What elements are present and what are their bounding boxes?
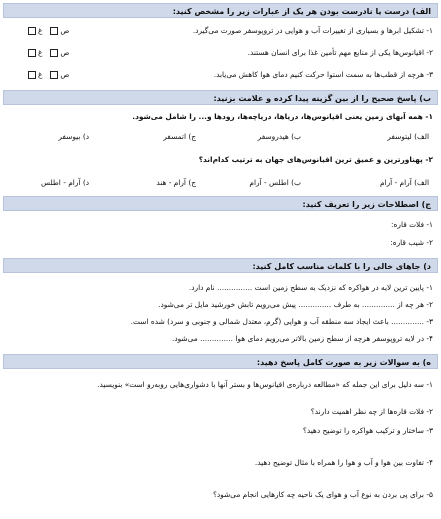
section-e-item-1: ۱- سه دلیل برای این جمله که «مطالعه درباره‌ی اقیانوس‌ها و بستر آنها با دشواری‌هایی روبه‌رو است» بنویسید. (97, 380, 433, 389)
section-c-item-2: ۲- شیب قاره: (390, 238, 433, 247)
q2-option-d[interactable]: د) آرام - اطلس (41, 178, 89, 187)
section-d-title: د) جاهای خالی را با کلمات مناسب کامل کنید: (3, 258, 438, 273)
false-checkbox[interactable] (28, 49, 36, 57)
true-label: ص (60, 26, 70, 35)
section-e-item-4: ۴- تفاوت بین هوا و آب و هوا را همراه با مثال توضیح دهید. (254, 458, 433, 467)
section-d-item-4: ۴- در لایه تروپوسفر هرچه از سطح زمین بالاتر می‌رویم دمای هوا .............. می‌شود. (171, 334, 433, 343)
section-a-item-1: ۱- تشکیل ابرها و بسیاری از تغییرات آب و هوایی در تروپوسفر صورت می‌گیرد. (192, 26, 433, 35)
section-e-item-5: ۵- برای پی بردن به نوع آب و هوای یک ناحیه چه کارهایی انجام می‌شود؟ (212, 490, 433, 499)
q2-option-b[interactable]: ب) اطلس - آرام (249, 178, 301, 187)
section-a-item-3: ۳- هرچه از قطب‌ها به سمت استوا حرکت کنیم دمای هوا کاهش می‌یابد. (213, 70, 433, 79)
section-a-title: الف) درست یا نادرست بودن هر یک از عبارات زیر را مشخص کنید: (3, 3, 438, 18)
section-b-question-1: ۱- همه آبهای زمین یعنی اقیانوس‌ها، دریاها، دریاچه‌ها، رودها و... را شامل می‌شود. (132, 112, 433, 121)
false-label: غ (38, 26, 43, 35)
section-d-item-2: ۲- هر چه از .............. به طرف .............. پیش می‌رویم تابش خورشید مایل تر می‌شود. (158, 300, 433, 309)
true-false-choice-2 (28, 48, 69, 58)
section-e-item-3: ۳- ساختار و ترکیب هواکره را توضیح دهید؟ (302, 426, 433, 435)
false-checkbox[interactable] (28, 27, 36, 35)
false-label: غ (38, 70, 43, 79)
section-a-item-2: ۲- اقیانوس‌ها یکی از منابع مهم تأمین غذا برای انسان هستند. (247, 48, 433, 57)
section-c-title: ج) اصطلاحات زیر را تعریف کنید: (3, 196, 438, 211)
true-checkbox[interactable] (50, 27, 58, 35)
section-d-item-3: ۳- .............. باعث ایجاد سه منطقه آب و هوایی (گرم، معتدل شمالی و جنوبی و سرد) شده است. (130, 317, 433, 326)
true-false-choice-1 (28, 26, 69, 36)
section-e-title: ه) به سوالات زیر به صورت کامل پاسخ دهید: (3, 354, 438, 369)
section-c-item-1: ۱- فلات قاره: (391, 220, 433, 229)
true-label: ص (60, 48, 70, 57)
section-b-title: ب) پاسخ صحیح را از بین گزینه پیدا کرده و علامت بزنید: (3, 90, 438, 105)
section-d-item-1: ۱- پایین ترین لایه در هواکره که نزدیک به سطح زمین است ............... نام دارد. (188, 283, 433, 292)
section-b-question-2: ۲- پهناورترین و عمیق ترین اقیانوس‌های جهان به ترتیب کدام‌اند؟ (198, 155, 433, 164)
false-checkbox[interactable] (28, 71, 36, 79)
section-e-item-2: ۲- فلات قاره‌ها از چه نظر اهمیت دارند؟ (310, 407, 433, 416)
true-checkbox[interactable] (50, 49, 58, 57)
true-checkbox[interactable] (50, 71, 58, 79)
q1-option-c[interactable]: ج) اتمسفر (163, 132, 196, 141)
q1-option-d[interactable]: د) بیوسفر (58, 132, 89, 141)
true-false-choice-3 (28, 70, 69, 80)
q2-option-c[interactable]: ج) آرام - هند (156, 178, 196, 187)
false-label: غ (38, 48, 43, 57)
true-label: ص (60, 70, 70, 79)
q2-option-a[interactable]: الف) آرام - آرام (379, 178, 429, 187)
q1-option-b[interactable]: ب) هیدروسفر (257, 132, 301, 141)
q1-option-a[interactable]: الف) لیتوسفر (387, 132, 429, 141)
